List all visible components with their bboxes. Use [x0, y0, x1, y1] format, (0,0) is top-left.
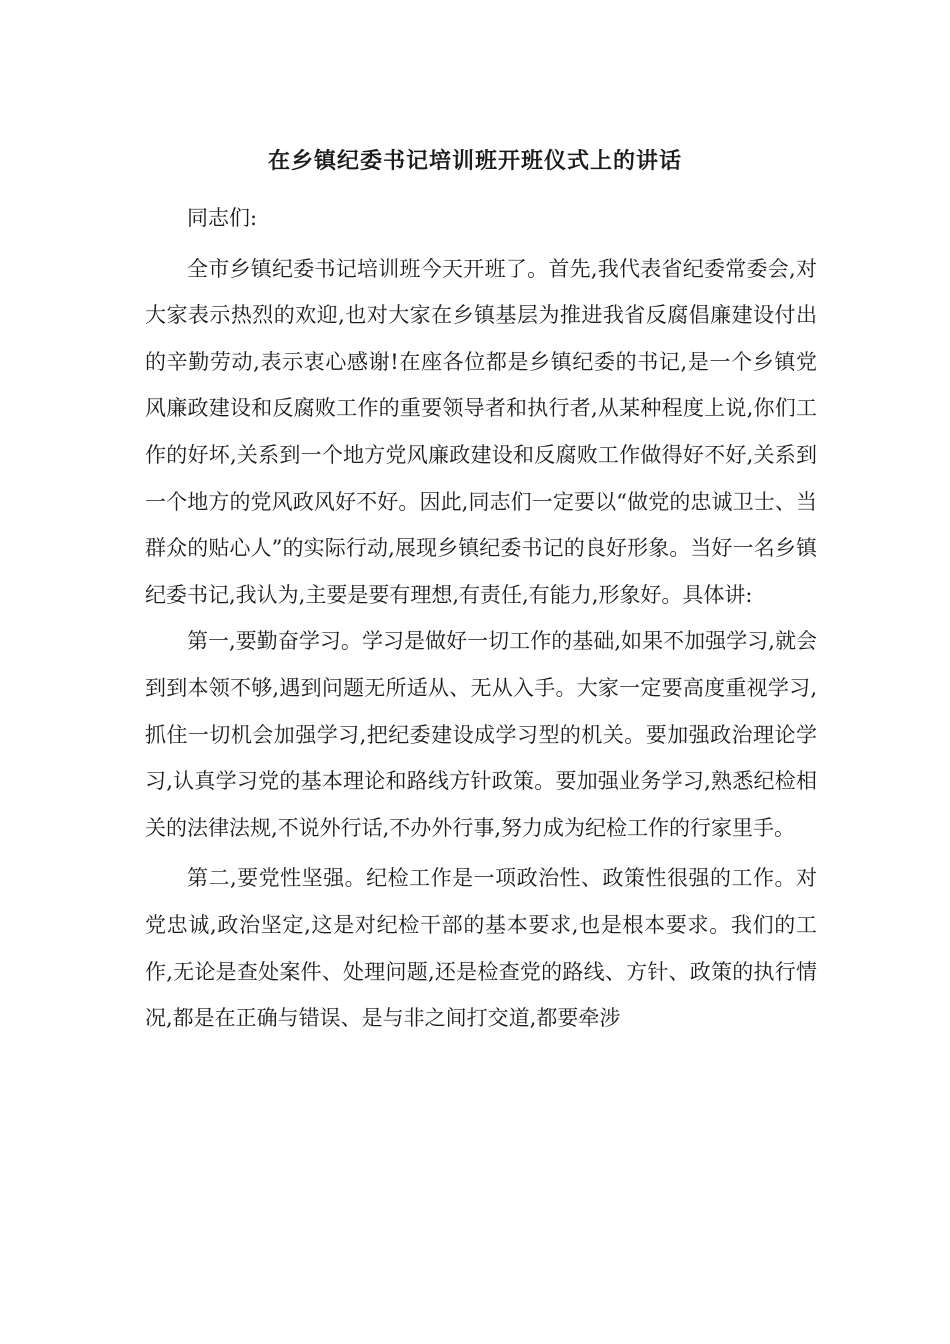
paragraph-second-point: 第二,要党性坚强。纪检工作是一项政治性、政策性很强的工作。对党忠诚,政治坚定,这是对纪检干部的基本要求,也是根本要求。我们的工作,无论是查处案件、处理问题,还是检查党的路线、方针、政策的执行情况,都是在正确与错误、是与非之间打交道,都要牵涉	[145, 866, 817, 1031]
paragraph-first-point: 第一,要勤奋学习。学习是做好一切工作的基础,如果不加强学习,就会到到本领不够,遇到问题无所适从、无从入手。大家一定要高度重视学习,抓住一切机会加强学习,把纪委建设成学习型的机关。要加强政治理论学习,认真学习党的基本理论和路线方针政策。要加强业务学习,熟悉纪检相关的法律法规,不说外行话,不办外行事,努力成为纪检工作的行家里手。	[145, 629, 817, 840]
salutation: 同志们:	[187, 206, 258, 230]
paragraph-opening: 全市乡镇纪委书记培训班今天开班了。首先,我代表省纪委常委会,对大家表示热烈的欢迎,也对大家在乡镇基层为推进我省反腐倡廉建设付出的辛勤劳动,表示衷心感谢!在座各位都是乡镇纪委的书记,是一个乡镇党风廉政建设和反腐败工作的重要领导者和执行者,从某种程度上说,你们工作的好坏,关系到一个地方党风廉政建设和反腐败工作做得好不好,关系到一个地方的党风政风好不好。因此,同志们一定要以“做党的忠诚卫士、当群众的贴心人”的实际行动,展现乡镇纪委书记的良好形象。当好一名乡镇纪委书记,我认为,主要是要有理想,有责任,有能力,形象好。具体讲:	[145, 256, 817, 607]
document-title: 在乡镇纪委书记培训班开班仪式上的讲话	[267, 148, 682, 174]
document-body	[145, 195, 817, 1042]
